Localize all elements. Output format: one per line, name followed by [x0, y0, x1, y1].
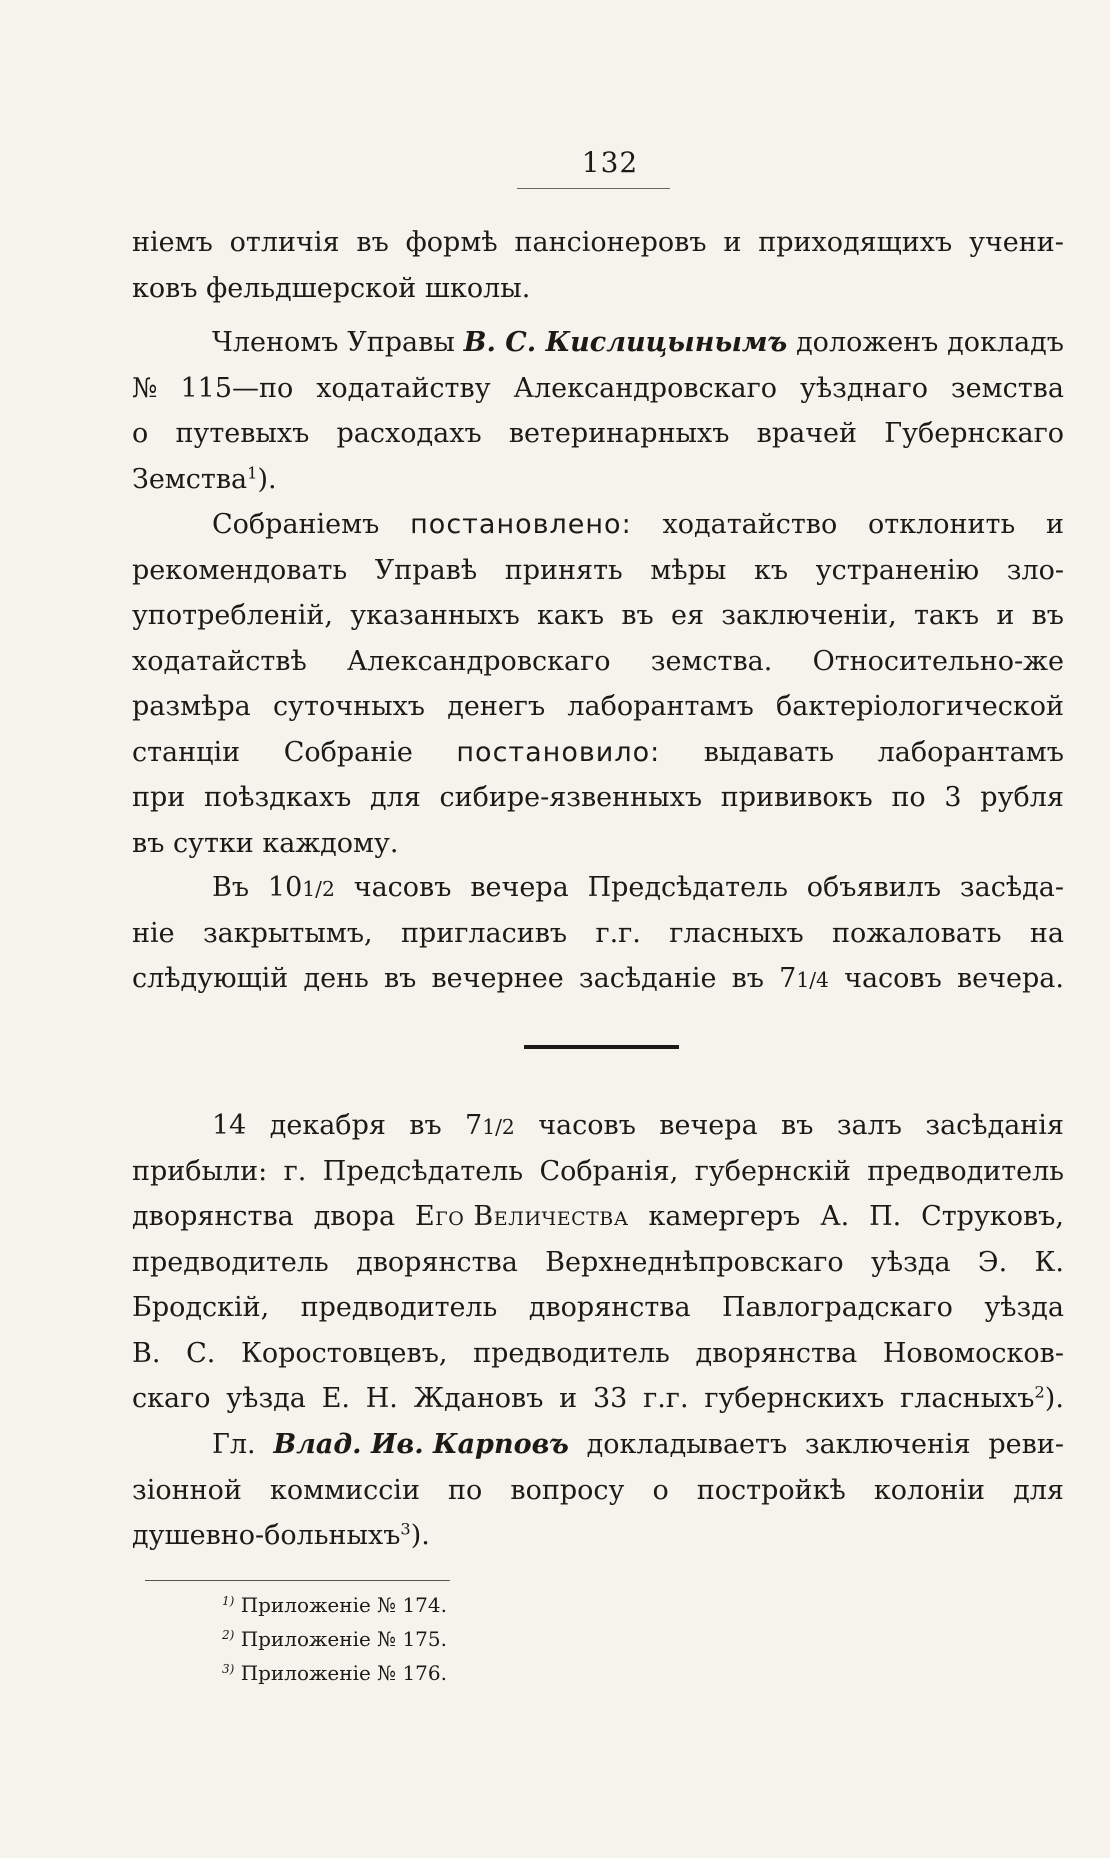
text-line: размѣра суточныхъ денегъ лаборантамъ бактеріологической [132, 691, 1064, 722]
text-line: Земства$^1$). [132, 462, 277, 495]
footnote [222, 1622, 447, 1656]
paragraph-3 [132, 502, 1064, 866]
text-line: предводитель дворянства Верхнеднѣпровскаго уѣзда Э. К. [132, 1246, 1064, 1278]
header-rule [517, 188, 670, 189]
footnote-text: Приложеніе № 174. [240, 1593, 447, 1617]
text-line: скаго уѣзда Е. Н. Ждановъ и 33 г.г. губернскихъ гласныхъ$^2$). [132, 1382, 1064, 1414]
text-line: Въ 101/2 часовъ вечера Предсѣдатель объявилъ засѣда- [212, 872, 1064, 903]
text-line: въ сутки каждому. [132, 827, 399, 859]
footnote-mark: 1) [222, 1593, 235, 1608]
footnote [222, 1588, 447, 1622]
text-line: слѣдующій день въ вечернее засѣданіе въ 71/4 часовъ вечера. [132, 963, 1064, 994]
majesty-title: Его Величества [414, 1201, 629, 1232]
paragraph-1 [132, 220, 1064, 311]
text-line: № 115—по ходатайству Александровскаго уѣзднаго земства [132, 372, 1064, 404]
paragraph-2 [132, 320, 1064, 502]
text-line: ходатайствѣ Александровскаго земства. Относительно-же [132, 645, 1064, 677]
text-line: ковъ фельдшерской школы. [132, 272, 531, 304]
footnote-mark: 2) [222, 1627, 235, 1642]
text-line: Бродскій, предводитель дворянства Павлоградскаго уѣзда [132, 1292, 1064, 1323]
footnote-text: Приложеніе № 175. [240, 1627, 447, 1651]
text-line: о путевыхъ расходахъ ветеринарныхъ врачей Губернскаго [132, 418, 1064, 449]
person-name: В. С. Кислицынымъ [463, 327, 788, 358]
footnote-ref: 2 [1034, 1382, 1045, 1402]
text-line: употребленій, указанныхъ какъ въ ея заключеніи, такъ и въ [132, 600, 1064, 631]
footnote-rule [145, 1580, 450, 1581]
paragraph-6 [132, 1422, 1064, 1559]
footnote-ref: 1 [247, 462, 258, 482]
text-line: прибыли: г. Предсѣдатель Собранія, губернскій предводитель [132, 1155, 1064, 1187]
footnote [222, 1656, 447, 1690]
text-line: 14 декабря въ 71/2 часовъ вечера въ залъ засѣданія [212, 1110, 1064, 1141]
text-line: станціи Собраніе постановило: выдавать лаборантамъ [132, 730, 1064, 776]
person-name: Влад. Ив. Карповъ [273, 1429, 569, 1460]
text-line: Членомъ Управы В. С. Кислицынымъ доложенъ докладъ [132, 320, 1064, 366]
text-line: Собраніемъ постановлено: ходатайство отклонить и [132, 502, 1064, 548]
paragraph-5 [132, 1103, 1064, 1422]
paragraph-4 [132, 865, 1064, 1002]
page-number: 132 [581, 146, 639, 179]
text-line: душевно-больныхъ$^3$). [132, 1519, 430, 1551]
text-line: при поѣздкахъ для сибире-язвенныхъ прививокъ по 3 рубля [132, 782, 1064, 813]
fraction: 1/4 [796, 968, 829, 992]
footnote-ref: 3 [400, 1519, 411, 1539]
text-line: дворянства двора Его Величества камергеръ А. П. Струковъ, [132, 1194, 1064, 1240]
text-line: ніе закрытымъ, пригласивъ г.г. гласныхъ пожаловать на [132, 917, 1064, 949]
footnote-text: Приложеніе № 176. [240, 1661, 447, 1685]
footnotes [222, 1588, 447, 1690]
text-line: зіонной коммиссіи по вопросу о постройкѣ колоніи для [132, 1474, 1064, 1506]
resolution-term: постановило: [456, 736, 661, 768]
section-separator [524, 1045, 679, 1049]
text-line: В. С. Коростовцевъ, предводитель дворянства Новомосков- [132, 1337, 1064, 1369]
text-line: рекомендовать Управѣ принять мѣры къ устраненію зло- [132, 554, 1064, 586]
text-line: Гл. Влад. Ив. Карповъ докладываетъ заключенія реви- [132, 1422, 1064, 1468]
fraction: 1/2 [482, 1115, 515, 1139]
footnote-mark: 3) [222, 1661, 235, 1676]
fraction: 1/2 [302, 877, 335, 901]
text-line: ніемъ отличія въ формѣ пансіонеровъ и приходящихъ учени- [132, 227, 1064, 258]
resolution-term: постановлено: [410, 509, 632, 540]
